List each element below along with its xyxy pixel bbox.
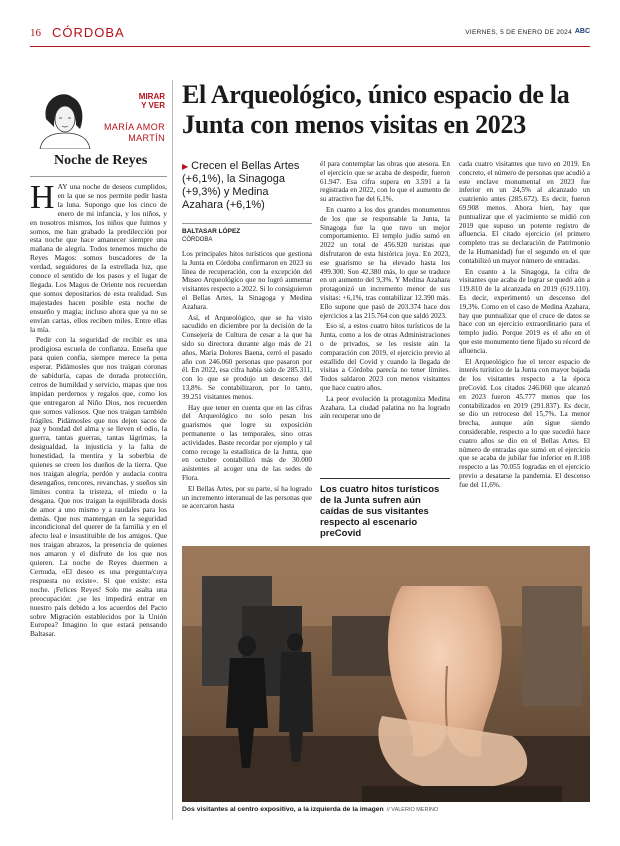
article-byline: BALTASAR LÓPEZ (182, 228, 241, 235)
author-portrait (32, 85, 96, 149)
article-paragraph: La peor evolución la protagoniza Medina Azahara. La ciudad palatina no ha logrado aún recuperar uno de (320, 394, 450, 421)
section-title: CÓRDOBA (52, 25, 125, 40)
photo-credit: // VALERIO MERINO (386, 807, 439, 813)
page-number: 16 (30, 27, 41, 39)
article-column-2 (320, 160, 450, 423)
author-box (30, 55, 167, 149)
article-column-3 (459, 160, 590, 491)
issue-date: VIERNES, 5 DE ENERO DE 2024 (465, 29, 572, 36)
dropcap: H (30, 179, 55, 216)
article-paragraph: El Arqueológico fue el tercer espacio de interés turístico de la Junta con mayor bajada de los visitantes respecto a la época preCovid. Los citados 246.060 que alcanzó en 2023 fueron 45.777 menos que los contabilizados en 2019 (291.837). Es decir, se dio un retroceso del 15,7%. La menor brecha, aunque aún sigue siendo considerable, respecto a lo que sucedió hace cuatro años se dio en el Bellas Artes. El número de entradas que sumó en el ejercicio que se acaba de jubilar fue inferior en 8.108 respecto a las 70.055 logradas en el ejercicio previo a desatarse la pandemia. El descenso fue del 11,6%. (459, 357, 590, 489)
article-paragraph: Los principales hitos turísticos que gestiona la Junta en Córdoba confirmaron en 2023 su línea de recuperación, con la excepción del Museo Arqueológico que no logró aumentar visitantes respecto a 2022. Si lo consiguieron el Bellas Artes, la Sinagoga y Medina Azahara. (182, 250, 312, 311)
byline-divider (182, 223, 312, 224)
pullquote: Los cuatro hitos turísticos de la Junta sufren aún caídas de sus visitantes respecto al escenario preCovid (320, 484, 440, 539)
column-divider (30, 176, 167, 177)
page-header (30, 26, 590, 44)
column-kicker: MIRAR Y VER (138, 92, 165, 110)
opinion-column (30, 55, 167, 168)
article-paragraph: Así, el Arqueológico, que se ha visto sacudido en diciembre por la decisión de la Consejería de Cultura de cesar a la que ha sido su directora durante algo más de 21 años, María Dolores Baena, cerró el pasado año con 246.060 personas que pasaron por él. En 2022, esa cifra había sido de 285.311, con lo que se produjo un descenso del 13,8%. Se contabilizaron, por lo tanto, 39.251 visitantes menos. (182, 313, 312, 401)
column-author: MARÍA AMOR MARTÍN (103, 122, 165, 143)
article-headline: El Arqueológico, único espacio de la Junta con menos visitas en 2023 (182, 80, 570, 139)
article-paragraph: En cuanto a la Sinagoga, la cifra de visitantes que acaba de lograr se quedó aún a 119.810 de la alcanzada en 2019 (619.110). Es decir, experimentó un descenso del 19,3%. Como en el caso de Medina Azahara, hay que puntualizar que el cruce de datos se hace con un ejercicio extraordinario para el templo judío. Porque 2019 es el año en el que este monumento tiene fijado su récord de afluencia. (459, 267, 590, 355)
article-paragraph: Eso sí, a estos cuatro hitos turísticos de la Junta, como a los de otras Administraciones o de privados, se les resiste aún la comparación con 2019, el ejercicio previo al estallido del Covid y cuando la llegada de visitas a Córdoba parecía no tener límites. Todos saldaron 2023 con menos visitantes que hace cuatro años. (320, 322, 450, 392)
article-paragraph: él para contemplar las obras que atesora. En el ejercicio que se acaba de despedir, fueron 61.947. Esa cifra supera en 3.591 a la registrada en 2022, con lo que el aumento de su atractivo fue del 6,1%. (320, 160, 450, 204)
article-subhead: ▶ Crecen el Bellas Artes (+6,1%), la Sinagoga (+9,3%) y Medina Azahara (+6,1%) (182, 160, 300, 211)
triangle-bullet-icon: ▶ (182, 162, 189, 171)
column-title: Noche de Reyes (54, 153, 148, 168)
article-paragraph: cada cuatro visitantes que tuvo en 2019. En concreto, el número de personas que acudió a este enclave monumental en 2023 fue inferior en un 24,5% al alcanzado un cuatrienio antes (285.672). Es decir, fueron 69.908 menos. Ahora bien, hay que puntualizar que el yacimiento se midió con 2019 que supuso un potente registro de afluencia. El citado ejercicio (el primero completo tras su declaración de Patrimonio de la Humanidad) fue el segundo en el que contabilizó un mayor número de entradas. (459, 160, 590, 265)
column-body (30, 179, 167, 641)
article-paragraph: En cuanto a los dos grandes monumentos de los que se responsable la Junta, la Sinagoga fue la que tuvo un mejor comportamiento. El templo judío sumó en 2022 un total de 456.920 turistas que disfrutaron de esta histórica joya. En 2023, ese guarismo se ha elevado hasta los 499.300. Son 42.380 más, lo que se traduce en un aumento del 9,3%. Y Medina Azahara protagonizó un incremento menor de sus visitas: +6,1%, tras contabilizar 12.390 más. Ello supone que pasó de 203.374 hace dos ejercicios a las 215.764 con que saldó 2023. (320, 205, 450, 320)
article-column-1 (182, 250, 312, 513)
article-paragraph: El Bellas Artes, por su parte, sí ha logrado un incremento interanual de las personas que se acercaron hasta (182, 484, 312, 511)
column-separator (172, 80, 173, 820)
photo-caption: Dos visitantes al centro expositivo, a la izquierda de la imagen // VALERIO MERINO (182, 806, 439, 813)
brand-logo: ABC (574, 28, 590, 35)
column-paragraph: Pedir con la seguridad de recibir es una prodigiosa escuela de confianza. Enseña que para quien confía, siempre merece la pena esperar. Pidámosles que nos traigan coronas de sabiduría, capas de dorada protección, cetros de humildad y servicio, mapas que nos impidan perdernos y regalos que, como los que entregaron al Niño Dios, nos recuerden que somos valiosos. Que nos traigan también frágiles. Pidámosles que nos dejen sacos de paz y bondad del alma y se lleven el odio, la guerra, tantas guerras, tantas lágrimas, la desigualdad, la injusticia y la falta de honestidad, la mentira y la soberbia de quienes se creen los dueños de la tierra. Que nos traigan alegría, perdón y audacia contra desengaños, rencores, revanchas, y sueños sin límites contra la tristeza, el miedo o la desgana. Que nos traigan la equilibrada dosis de amor a uno mismo y a raudales para los demás. Que nos mantengan en la seguridad incondicional del querer de la familia y en el afecto leal e insustituible de los amigos. Que nos traigan abrazos, la presencia de quienes nos amaron y el disfrute de los que nos quieren. La noche de Reyes duermen a Cernuda, «El deseo es una pregunta/cuya respuesta no existe». Si que existe: esta noche. ¡Felices Reyes! Solo me asalta una preocupación: ¿se les impedirá entrar en nuestro país debido a los acuerdos del Pacto sobre Migración establecidos por la Unión Europea? Imagino lo que estará pensando Baltasar. (30, 335, 167, 639)
column-paragraph: HAY una noche de deseos cumplidos, en la que se nos permite pedir hasta la luna. Supongo que los cinco de enero de mi infancia, y los niños, y en nosotros mismos, los niños que fuimos y somos, me han grabado la predilección por esta noche que hace amanecer siempre una mañana de alegría. Todos tenemos mucho de Reyes Magos: somos buscadores de la verdad, seguidores de la estrellada luz, que conoce el sentido de los pasos y el lugar de llegada. Los Magos de Oriente nos recuerdan que somos depositarios de esta realidad. Sus majestades hacen posible esta noche de ensueño y magia; incluso ahora que ya no se envían cartas, ellos reciben miles. Entre ellas la mía. (30, 179, 167, 334)
header-divider (30, 46, 590, 47)
pullquote-divider (320, 478, 450, 479)
article-photo (182, 546, 590, 802)
article-city: CÓRDOBA (182, 237, 213, 243)
article-paragraph: Hay que tener en cuenta que en las cifras del Arqueológico no solo pesan los guarismos que logre su exposición permanente o las temporales, sino otras actividades. Baste recordar por ejemplo y tal como recoge la estadística de la Junta, que en octubre contabilizó más de 30.000 asistentes al acoger una de las sedes de Flora. (182, 403, 312, 482)
